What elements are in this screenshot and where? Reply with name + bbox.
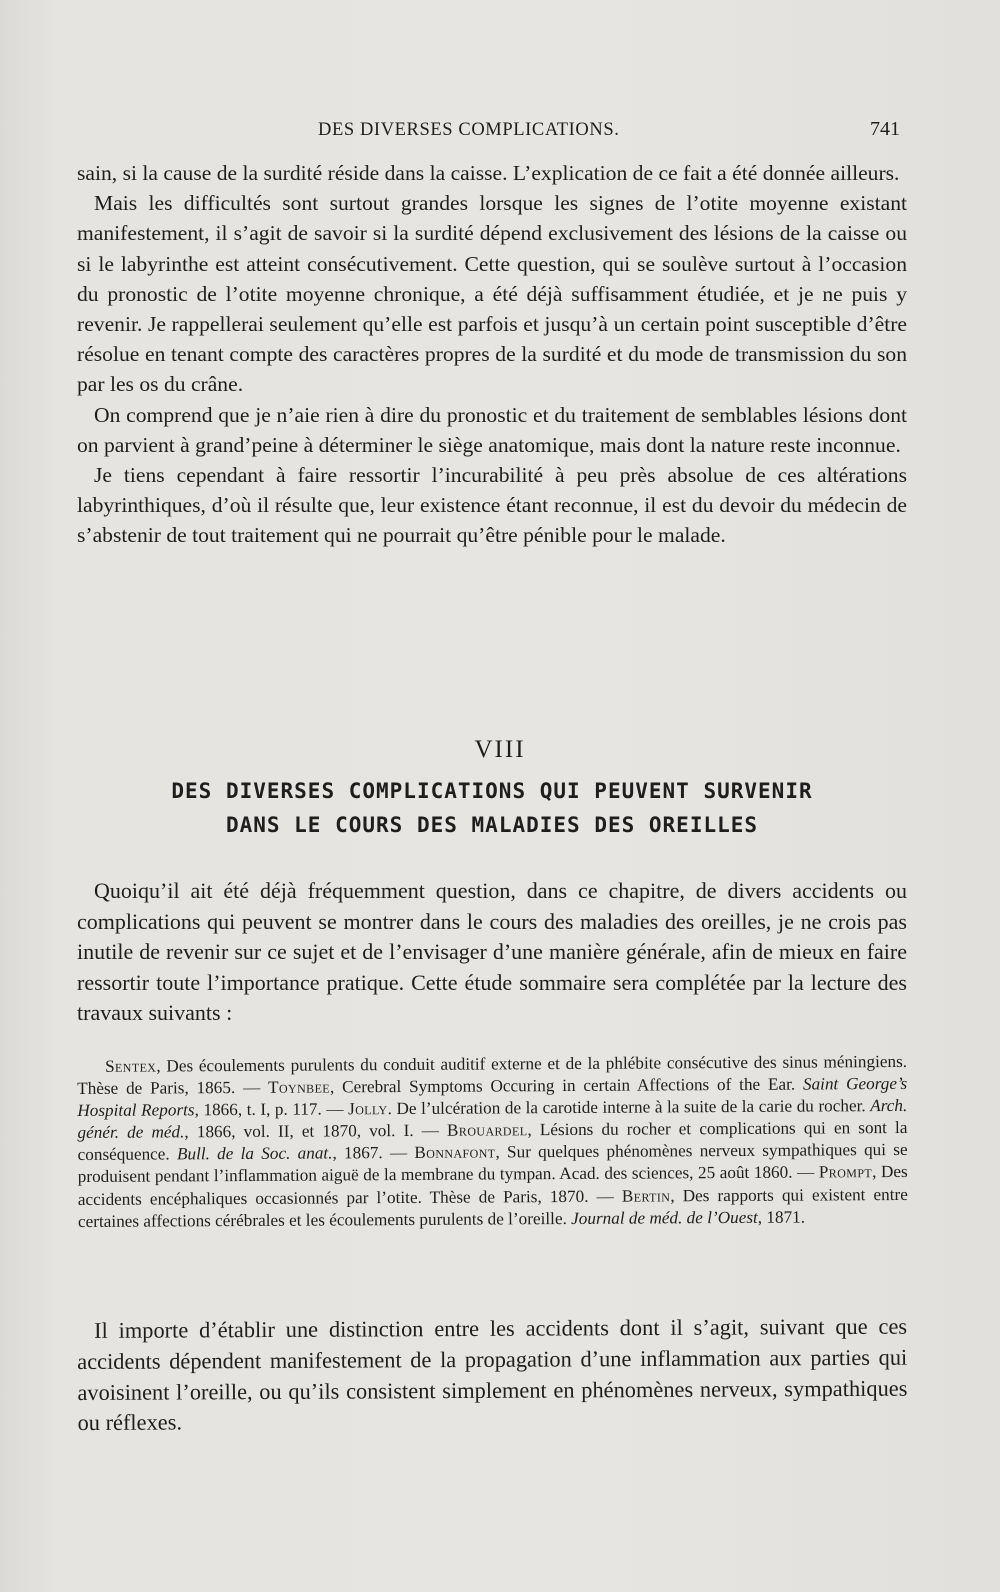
author-name: Bonnafont [414, 1142, 496, 1163]
paragraph: Quoiqu’il ait été déjà fréquemment question, dans ce chapitre, de divers accidents ou complications qui peuvent se montrer dans le cours des maladies des oreilles, je ne crois pas inutile de revenir sur ce sujet et de l’envisager d’une manière générale, afin de mieux en faire ressortir toute l’importance pratique. Cette étude sommaire sera complétée par la lecture des travaux suivants : [77, 878, 907, 1025]
journal-title: Bull. de la Soc. anat. [176, 1143, 333, 1164]
paragraph: sain, si la cause de la surdité réside dans la caisse. L’explication de ce fait a été donnée ailleurs. [77, 161, 900, 185]
author-name: Jolly [348, 1099, 388, 1119]
paragraph: Mais les difficultés sont surtout grandes lorsque les signes de l’otite moyenne existant manifestement, il s’agit de savoir si la surdité dépend exclusivement des lésions de la caisse ou si le labyrinthe est atteint consécutivement. Cette question, qui se soulève surtout à l’occasion du pronostic de l’otite moyenne chronique, a été déjà suffisamment étudiée, et je ne puis y revenir. Je rappellerai seulement qu’elle est parfois et jusqu’à un certain point susceptible d’être résolue en tenant compte des caractères propres de la surdité et du mode de transmission du son par les os du crâne. [77, 191, 907, 397]
section-title-line: DANS LE COURS DES MALADIES DES OREILLES [225, 813, 759, 837]
citation-text: , Des rapports qui existent entre certaines affections cérébrales et les écoulements purulents de l’oreille. [77, 1184, 908, 1231]
citation-text: , 1866, t. I, p. 117. — [194, 1099, 349, 1120]
citation-text: , Des écoulements purulents du conduit auditif externe et de la phlébite consécutive des sinus méningiens. Thèse de Paris, 1865. — [77, 1051, 908, 1099]
section-title-line: DES DIVERSES COMPLICATIONS QUI PEUVENT SURVENIR [171, 779, 813, 803]
running-head: DES DIVERSES COMPLICATIONS. [318, 120, 620, 140]
citation-text: , 1866, vol. II, et 1870, vol. I. — [184, 1121, 448, 1142]
journal-title: Journal de méd. de l’Ouest [571, 1207, 758, 1228]
citation-text: , Sur quelques phénomènes nerveux sympathiques qui se produisent pendant l’inflammation aiguë de la membrane du tympan. Acad. des sciences, 25 août 1860. — [77, 1140, 908, 1187]
text-block-bottom [77, 1312, 908, 1440]
author-name: Brouardel [446, 1120, 528, 1141]
section-title [77, 774, 907, 842]
journal-title: Saint George’s Hospital Reports [77, 1074, 908, 1121]
citation-text: , Cerebral Symptoms Occuring in certain Affections of the Ear. [329, 1074, 804, 1097]
paragraph: Je tiens cependant à faire ressortir l’incurabilité à peu près absolue de ces altérations labyrinthiques, d’où il résulte que, leur existence étant reconnue, il est du devoir du médecin de s’abstenir de tout traitement qui ne pourrait qu’être pénible pour le malade. [77, 463, 907, 548]
citation-text: . De l’ulcération de la carotide interne à la suite de la carie du rocher. [387, 1096, 871, 1119]
citation-text: , 1867. — [332, 1143, 415, 1163]
citation-text: , Des accidents encéphaliques occasionnés par l’otite. Thèse de Paris, 1870. — [77, 1162, 908, 1209]
bibliography-note [77, 1051, 908, 1233]
citation-text: , Lésions du rocher et complications qui en sont la conséquence. [77, 1118, 908, 1165]
author-name: Bertin [621, 1185, 671, 1206]
author-name: Toynbee [267, 1077, 331, 1097]
citation-text: , 1871. [757, 1207, 806, 1227]
page-number: 741 [870, 118, 900, 140]
paragraph: On comprend que je n’aie rien à dire du pronostic et du traitement de semblables lésions dont on parvient à grand’peine à déterminer le siège anatomique, mais dont la nature reste inconnue. [77, 402, 907, 457]
section-number: VIII [474, 736, 526, 763]
journal-title: Arch. génér. de méd. [77, 1096, 908, 1143]
author-name: Prompt [818, 1162, 873, 1182]
paragraph: Il importe d’établir une distinction entre les accidents dont il s’agit, suivant que ces accidents dépendent manifestement de la propagation d’une inflammation aux parties qui avoisinent l’oreille, ou qu’ils consistent simplement en phénomènes nerveux, sympathiques ou réflexes. [77, 1313, 908, 1436]
text-block-top [77, 158, 907, 551]
author-name: Sentex [105, 1056, 157, 1076]
text-block-intro [77, 876, 907, 1029]
